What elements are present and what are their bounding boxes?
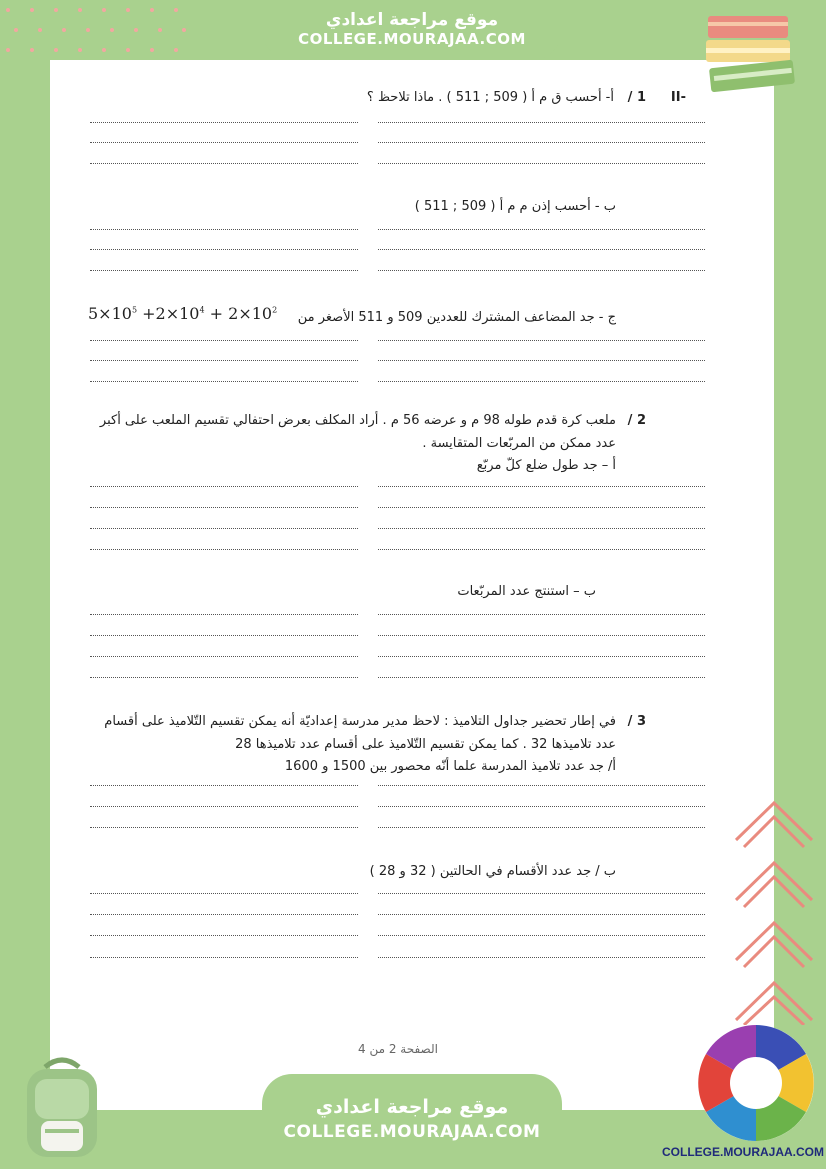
answer-line[interactable]: [90, 528, 358, 529]
q3-part-b: ب / جد عدد الأقسام في الحالتين ( 32 و 28 ): [369, 864, 616, 879]
q3-statement-line2: عدد تلاميذها 32 . كما يمكن تقسيم التّلاميذ على أقسام عدد تلاميذها 28: [235, 737, 616, 752]
answer-line[interactable]: [378, 381, 705, 382]
q2-statement-line1: ملعب كرة قدم طوله 98 م و عرضه 56 م . أراد المكلف بعرض احتفالي تقسيم الملعب على أكبر: [99, 413, 616, 428]
answer-line[interactable]: [90, 827, 358, 828]
logo-caption[interactable]: COLLEGE.MOURAJAA.COM: [662, 1145, 824, 1159]
answer-line[interactable]: [90, 122, 358, 123]
answer-line[interactable]: [378, 122, 705, 123]
answer-line[interactable]: [378, 249, 705, 250]
answer-line[interactable]: [378, 528, 705, 529]
answer-line[interactable]: [378, 914, 705, 915]
answer-line[interactable]: [90, 507, 358, 508]
answer-line[interactable]: [90, 893, 358, 894]
q1-part-b: ب - أحسب إذن م م أ ( 509 ; 511 ): [414, 199, 616, 214]
header-url[interactable]: COLLEGE.MOURAJAA.COM: [298, 30, 526, 48]
answer-line[interactable]: [90, 270, 358, 271]
answer-line[interactable]: [90, 957, 358, 958]
answer-line[interactable]: [378, 142, 705, 143]
answer-line[interactable]: [90, 935, 358, 936]
q2-part-a: أ – جد طول ضلع كلّ مربّع: [476, 458, 616, 473]
answer-line[interactable]: [90, 163, 358, 164]
answer-line[interactable]: [378, 360, 705, 361]
answer-line[interactable]: [90, 360, 358, 361]
answer-line[interactable]: [378, 163, 705, 164]
q3-statement-line1: في إطار تحضير جداول التلاميذ : لاحظ مدير مدرسة إعداديّة أنه يمكن تقسيم التّلاميذ على أقسام: [104, 714, 616, 729]
q2-statement-line2: عدد ممكن من المربّعات المتقايسة .: [422, 436, 616, 451]
answer-line[interactable]: [378, 340, 705, 341]
answer-line[interactable]: [378, 229, 705, 230]
answer-line[interactable]: [378, 270, 705, 271]
answer-line[interactable]: [378, 806, 705, 807]
answer-line[interactable]: [378, 827, 705, 828]
answer-line[interactable]: [378, 935, 705, 936]
answer-line[interactable]: [378, 486, 705, 487]
answer-line[interactable]: [90, 486, 358, 487]
footer-title: موقع مراجعة اعدادي: [315, 1096, 509, 1118]
answer-line[interactable]: [90, 656, 358, 657]
answer-line[interactable]: [90, 785, 358, 786]
answer-line[interactable]: [90, 549, 358, 550]
q3-part-a: أ/ جد عدد تلاميذ المدرسة علما أنّه محصور بين 1500 و 1600: [284, 759, 616, 774]
q1-part-c-formula: $5\times 10^5 +2\times 10^4 + 2\times 10^2$: [88, 304, 278, 323]
q2-number: 2 /: [627, 413, 646, 428]
answer-line[interactable]: [378, 957, 705, 958]
q1-part-a: أ- أحسب ق م أ ( 509 ; 511 ) . ماذا تلاحظ ؟: [366, 90, 614, 105]
answer-line[interactable]: [90, 914, 358, 915]
q2-part-b: ب – استنتج عدد المربّعات: [457, 584, 596, 599]
answer-line[interactable]: [90, 229, 358, 230]
page-number: الصفحة 2 من 4: [358, 1042, 438, 1056]
answer-line[interactable]: [378, 656, 705, 657]
answer-line[interactable]: [90, 614, 358, 615]
answer-line[interactable]: [90, 381, 358, 382]
footer-url[interactable]: COLLEGE.MOURAJAA.COM: [283, 1122, 541, 1142]
answer-line[interactable]: [90, 249, 358, 250]
answer-line[interactable]: [90, 142, 358, 143]
q1-number: 1 /: [627, 90, 646, 105]
answer-line[interactable]: [90, 677, 358, 678]
q1-part-c: ج - جد المضاعف المشترك للعددين 509 و 511 الأصغر من: [297, 310, 616, 325]
header-title: موقع مراجعة اعدادي: [325, 10, 499, 30]
answer-line[interactable]: [90, 635, 358, 636]
answer-line[interactable]: [378, 549, 705, 550]
answer-line[interactable]: [378, 635, 705, 636]
answer-line[interactable]: [378, 507, 705, 508]
answer-line[interactable]: [90, 340, 358, 341]
answer-line[interactable]: [378, 677, 705, 678]
answer-line[interactable]: [378, 785, 705, 786]
answer-line[interactable]: [90, 806, 358, 807]
section-label: -II: [670, 90, 686, 105]
q3-number: 3 /: [627, 714, 646, 729]
answer-line[interactable]: [378, 614, 705, 615]
answer-line[interactable]: [378, 893, 705, 894]
